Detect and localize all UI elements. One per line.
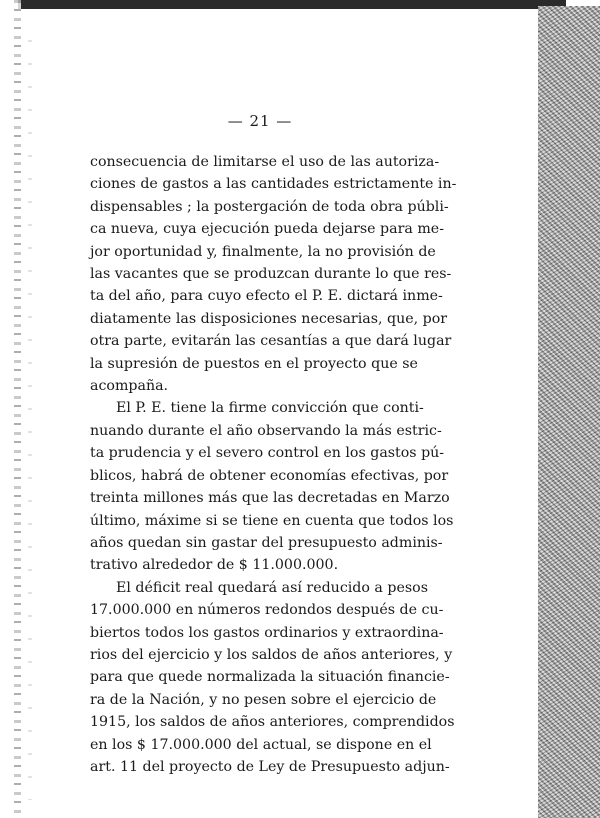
text-line: 1915, los saldos de años anteriores, comprendidos [90, 714, 455, 731]
text-line: años quedan sin gastar del presupuesto adminis- [90, 534, 443, 551]
text-line: biertos todos los gastos ordinarios y extraordina- [90, 624, 444, 641]
text-line: nuando durante el año observando la más estric- [90, 422, 442, 439]
text-line: blicos, habrá de obtener economías efectivas, por [90, 467, 449, 484]
text-line: ta del año, para cuyo efecto el P. E. dictará inme- [90, 288, 443, 305]
text-line: ca nueva, cuya ejecución pueda dejarse para me- [90, 221, 444, 238]
text-line: trativo alrededor de $ 11.000.000. [90, 557, 339, 574]
scan-right-shadow [538, 6, 600, 818]
text-line: art. 11 del proyecto de Ley de Presupuesto adjun- [90, 758, 450, 775]
text-line: ciones de gastos a las cantidades estrictamente in- [90, 176, 457, 193]
text-line: otra parte, evitarán las cesantías a que dará lugar [90, 333, 452, 350]
text-line: la supresión de puestos en el proyecto que se [90, 355, 418, 372]
text-line: rios del ejercicio y los saldos de años anteriores, y [90, 646, 453, 663]
page-number: — 21 — [227, 112, 293, 130]
text-line: dispensables ; la postergación de toda obra públi- [90, 198, 449, 215]
text-line: para que quede normalizada la situación financie- [90, 669, 450, 686]
body-text [90, 151, 457, 778]
text-line: treinta millones más que las decretadas en Marzo [90, 490, 450, 507]
scan-top-edge [18, 0, 566, 9]
text-line: ta prudencia y el severo control en los gastos pú- [90, 445, 445, 462]
text-line: las vacantes que se produzcan durante lo que res- [90, 266, 452, 283]
scan-binding-marks [28, 40, 32, 800]
text-line: El P. E. tiene la firme convicción que conti- [116, 400, 424, 417]
text-line: ra de la Nación, y no pesen sobre el ejercicio de [90, 691, 437, 708]
text-line: consecuencia de limitarse el uso de las autoriza- [90, 154, 440, 170]
text-line: jor oportunidad y, finalmente, la no provisión de [90, 243, 436, 260]
text-line: en los $ 17.000.000 del actual, se dispone en el [90, 736, 432, 753]
text-line: 17.000.000 en números redondos después de cu- [90, 602, 444, 619]
text-line: acompaña. [90, 378, 169, 395]
text-line: diatamente las disposiciones necesarias, que, por [90, 310, 448, 327]
text-line: El déficit real quedará así reducido a pesos [116, 579, 428, 596]
text-line: último, máxime si se tiene en cuenta que todos los [90, 512, 454, 529]
